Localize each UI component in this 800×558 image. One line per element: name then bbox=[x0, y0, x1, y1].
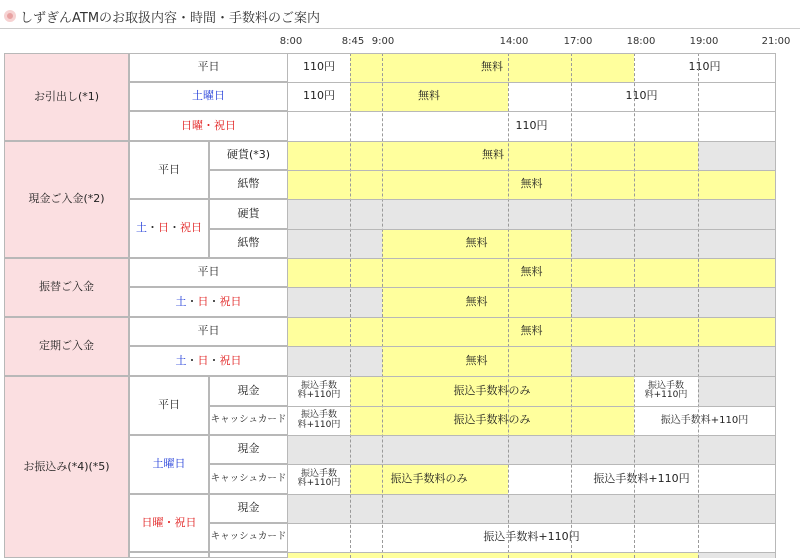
fee-text: 振込手数料のみ bbox=[453, 413, 531, 427]
fee-text-line: 料+110円 bbox=[297, 390, 341, 400]
fee-text-line: 振込手数 bbox=[300, 468, 337, 479]
sub-label-partial bbox=[209, 552, 288, 558]
schedule-cell bbox=[288, 258, 775, 287]
unavailable-cell bbox=[288, 199, 775, 229]
schedule-cell bbox=[634, 406, 775, 435]
sub-label-bill bbox=[209, 229, 288, 258]
day-label: 日曜・祝日 bbox=[181, 118, 236, 132]
sub-label-card bbox=[209, 464, 288, 494]
fee-text-line: 料+110円 bbox=[297, 419, 341, 430]
sub-label-cash bbox=[209, 435, 288, 464]
row-divider bbox=[288, 82, 775, 83]
unavailable-cell bbox=[571, 346, 775, 376]
sub-label: 現金 bbox=[237, 383, 260, 397]
category-label: 振替ご入金 bbox=[39, 280, 94, 294]
category-label: 現金ご入金(*2) bbox=[28, 192, 105, 206]
day-label-weekday bbox=[129, 376, 209, 435]
day-label-sep: ・ bbox=[147, 221, 158, 235]
category-label: お振込み(*4)(*5) bbox=[23, 459, 110, 473]
time-guide-line bbox=[571, 53, 572, 558]
category-label: お引出し(*1) bbox=[33, 89, 100, 103]
unavailable-cell bbox=[698, 141, 775, 170]
fee-text-line: 振込手数 bbox=[300, 380, 337, 391]
day-label-hol: 祝日 bbox=[219, 294, 242, 308]
row-divider bbox=[288, 170, 775, 171]
day-label-sun-holiday bbox=[129, 111, 288, 141]
sub-label-cash bbox=[209, 494, 288, 523]
fee-text: 無料 bbox=[465, 353, 488, 367]
time-guide-line bbox=[382, 53, 383, 558]
unavailable-cell bbox=[288, 287, 382, 317]
schedule-cell bbox=[350, 376, 634, 406]
fee-text: 無料 bbox=[520, 324, 543, 338]
time-tick-9-00: 9:00 bbox=[371, 36, 395, 47]
schedule-cell bbox=[288, 53, 350, 82]
day-label-sep: ・ bbox=[186, 353, 198, 367]
time-tick-19-00: 19:00 bbox=[689, 36, 719, 47]
day-label-sep: ・ bbox=[169, 221, 180, 235]
day-label-saturday bbox=[129, 82, 288, 111]
schedule-cell bbox=[350, 464, 508, 494]
sub-label: キャッシュカード bbox=[210, 531, 287, 543]
sub-label: 紙幣 bbox=[237, 236, 260, 250]
sub-label: 現金 bbox=[237, 501, 260, 515]
schedule-cell bbox=[288, 170, 775, 199]
sub-label-coin bbox=[209, 199, 288, 229]
schedule-cell bbox=[634, 376, 698, 406]
day-label-partial bbox=[129, 552, 209, 558]
category-label: 定期ご入金 bbox=[39, 339, 94, 353]
sub-label-cash bbox=[209, 376, 288, 406]
unavailable-cell bbox=[288, 346, 382, 376]
sub-label-bill bbox=[209, 170, 288, 199]
day-label: 平日 bbox=[197, 324, 220, 338]
row-divider bbox=[288, 376, 775, 377]
day-label-weekend bbox=[129, 199, 209, 258]
fee-text: 110円 bbox=[688, 60, 721, 74]
fee-text: 110円 bbox=[303, 89, 335, 103]
unavailable-cell bbox=[571, 287, 775, 317]
page-title: しずぎんATMのお取扱内容・時間・手数料のご案内 bbox=[20, 10, 321, 26]
day-label: 平日 bbox=[158, 162, 180, 176]
schedule-cell bbox=[288, 82, 350, 111]
day-label: 土曜日 bbox=[152, 457, 186, 471]
day-label-sun: 日 bbox=[197, 353, 209, 367]
day-label: 平日 bbox=[197, 60, 220, 74]
sub-label: 紙幣 bbox=[237, 177, 260, 191]
sub-label-card bbox=[209, 406, 288, 435]
category-cash-deposit bbox=[4, 141, 129, 258]
day-label-sun-holiday bbox=[129, 494, 209, 552]
day-label-weekday bbox=[129, 53, 288, 82]
time-guide-line bbox=[508, 53, 509, 558]
unavailable-cell bbox=[698, 376, 775, 406]
day-label-sat: 土 bbox=[175, 294, 187, 308]
category-transfer-deposit bbox=[4, 258, 129, 317]
time-tick-18-00: 18:00 bbox=[626, 36, 656, 47]
fee-text-line: 料+110円 bbox=[644, 390, 688, 400]
row-divider bbox=[288, 464, 775, 465]
day-label-sun: 日 bbox=[197, 294, 209, 308]
day-label-sat: 土 bbox=[175, 353, 187, 367]
row-divider bbox=[288, 435, 775, 436]
row-divider bbox=[288, 317, 775, 318]
day-label-weekend bbox=[129, 346, 288, 376]
day-label: 土曜日 bbox=[192, 89, 225, 103]
category-withdrawal bbox=[4, 53, 129, 141]
row-divider bbox=[288, 346, 775, 347]
fee-text: 無料 bbox=[520, 177, 543, 191]
schedule-cell bbox=[382, 346, 571, 376]
day-label: 日曜・祝日 bbox=[141, 515, 197, 529]
time-tick-21-00: 21:00 bbox=[761, 36, 791, 47]
row-divider bbox=[288, 552, 775, 553]
row-divider bbox=[288, 258, 775, 259]
row-divider bbox=[288, 523, 775, 524]
sub-label: 硬貨 bbox=[237, 206, 260, 220]
time-guide-line bbox=[634, 53, 635, 558]
row-divider bbox=[288, 199, 775, 200]
fee-text-line: 料+110円 bbox=[297, 478, 341, 488]
category-term-deposit bbox=[4, 317, 129, 376]
fee-text: 振込手数料+110円 bbox=[593, 471, 690, 485]
unavailable-cell bbox=[288, 229, 382, 258]
fee-text: 無料 bbox=[465, 236, 488, 250]
sub-label: キャッシュカード bbox=[210, 472, 287, 484]
fee-text: 無料 bbox=[481, 60, 503, 74]
row-divider bbox=[288, 53, 775, 54]
fee-text: 無料 bbox=[520, 265, 543, 279]
table-right-border bbox=[775, 53, 776, 558]
day-label-saturday bbox=[129, 435, 209, 494]
sub-label: 現金 bbox=[237, 442, 260, 456]
time-guide-line bbox=[350, 53, 351, 558]
schedule-cell bbox=[288, 406, 350, 435]
day-label-sat: 土 bbox=[136, 221, 147, 235]
sub-label: 硬貨(*3) bbox=[226, 148, 271, 162]
row-divider bbox=[288, 494, 775, 495]
fee-text: 振込手数料のみ bbox=[453, 383, 531, 397]
sub-label-card bbox=[209, 523, 288, 552]
schedule-cell bbox=[288, 464, 350, 494]
day-label-hol: 祝日 bbox=[180, 221, 202, 235]
fee-text: 振込手数料のみ bbox=[390, 471, 468, 485]
schedule-cell bbox=[288, 523, 775, 552]
fee-text-line: 振込手数 bbox=[300, 410, 337, 421]
fee-text-line: 振込手数 bbox=[647, 380, 684, 391]
schedule-cell bbox=[350, 53, 634, 82]
schedule-cell bbox=[288, 376, 350, 406]
row-divider bbox=[288, 229, 775, 230]
fee-text: 無料 bbox=[465, 294, 488, 308]
fee-text: 無料 bbox=[418, 89, 440, 103]
day-label-sun: 日 bbox=[158, 221, 169, 235]
unavailable-cell bbox=[571, 229, 775, 258]
category-remittance bbox=[4, 376, 129, 558]
fee-text: 110円 bbox=[625, 89, 658, 103]
unavailable-cell bbox=[288, 435, 775, 464]
fee-text: 無料 bbox=[482, 148, 504, 162]
schedule-cell bbox=[350, 82, 508, 111]
time-guide-line bbox=[698, 53, 699, 558]
time-tick-8-45: 8:45 bbox=[341, 36, 365, 47]
fee-text: 110円 bbox=[515, 118, 548, 132]
row-divider bbox=[288, 287, 775, 288]
row-divider bbox=[288, 141, 775, 142]
day-label-weekday bbox=[129, 317, 288, 346]
day-label-sep: ・ bbox=[208, 294, 220, 308]
time-tick-8-00: 8:00 bbox=[279, 36, 303, 47]
time-tick-17-00: 17:00 bbox=[563, 36, 593, 47]
day-label-weekday bbox=[129, 258, 288, 287]
schedule-cell bbox=[288, 111, 775, 141]
row-divider bbox=[288, 111, 775, 112]
day-label-weekday bbox=[129, 141, 209, 199]
fee-text: 110円 bbox=[303, 60, 335, 74]
day-label-hol: 祝日 bbox=[219, 353, 242, 367]
schedule-cell bbox=[508, 464, 775, 494]
schedule-cell bbox=[288, 317, 775, 346]
schedule-cell bbox=[634, 53, 775, 82]
day-label-sep: ・ bbox=[208, 353, 220, 367]
schedule-cell bbox=[382, 287, 571, 317]
sub-label-coin bbox=[209, 141, 288, 170]
time-tick-14-00: 14:00 bbox=[499, 36, 529, 47]
day-label-sep: ・ bbox=[186, 294, 198, 308]
day-label-weekend bbox=[129, 287, 288, 317]
unavailable-cell bbox=[288, 494, 775, 523]
schedule-cell bbox=[350, 406, 634, 435]
sub-label: キャッシュカード bbox=[210, 414, 287, 426]
schedule-cell bbox=[508, 82, 775, 111]
schedule-cell bbox=[382, 229, 571, 258]
fee-text: 振込手数料+110円 bbox=[660, 415, 749, 426]
fee-text: 振込手数料+110円 bbox=[483, 530, 580, 544]
day-label: 平日 bbox=[197, 265, 220, 279]
row-divider bbox=[288, 406, 775, 407]
day-label: 平日 bbox=[158, 398, 180, 412]
